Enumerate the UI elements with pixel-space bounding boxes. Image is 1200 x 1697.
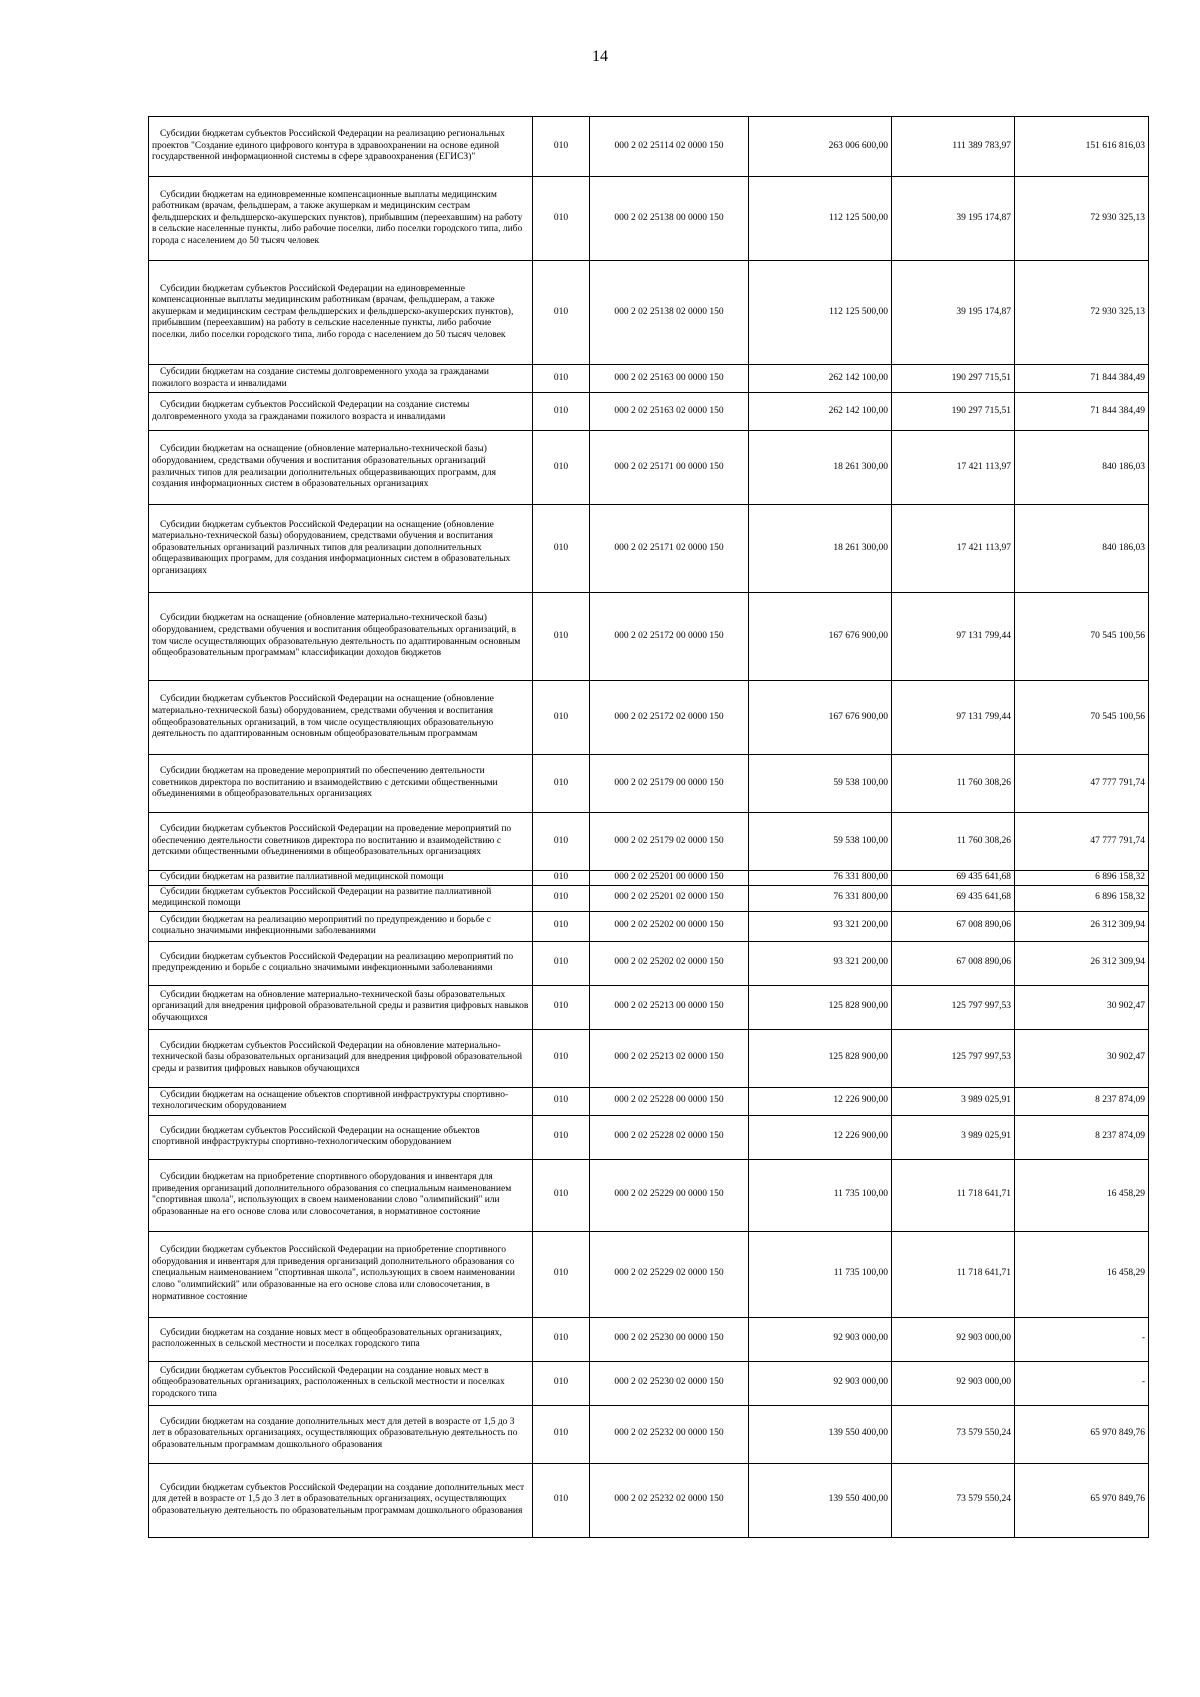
row-approved: 125 828 900,00 xyxy=(749,1029,892,1087)
row-name: Субсидии бюджетам на обновление материально-технической базы образовательных организаций для внедрения цифровой образовательной среды и развития цифровых навыков обучающихся xyxy=(149,985,533,1029)
row-name: Субсидии бюджетам субъектов Российской Федерации на создание дополнительных мест для детей в возрасте от 1,5 до 3 лет в образовательных организациях, осуществляющих образовательную деятельность по образовательным программам дошкольного образования xyxy=(149,1463,533,1537)
row-approved: 11 735 100,00 xyxy=(749,1231,892,1317)
row-unexecuted: 30 902,47 xyxy=(1015,985,1149,1029)
row-approved: 18 261 300,00 xyxy=(749,505,892,593)
row-code: 010 xyxy=(533,1405,590,1463)
row-name: Субсидии бюджетам субъектов Российской Федерации на приобретение спортивного оборудования и инвентаря для приведения организаций дополнительного образования со специальным наименованием "спортивная школа", использующих в своем наименовании слово "олимпийский" или образованные на его основе слова или словосочетания, в нормативное состояние xyxy=(149,1231,533,1317)
row-code: 010 xyxy=(533,393,590,431)
table-row xyxy=(149,941,1149,985)
row-name: Субсидии бюджетам на создание системы долговременного ухода за гражданами пожилого возраста и инвалидами xyxy=(149,365,533,393)
row-executed: 69 435 641,68 xyxy=(892,885,1015,911)
row-kbk: 000 2 02 25201 02 0000 150 xyxy=(590,885,749,911)
row-kbk: 000 2 02 25179 02 0000 150 xyxy=(590,813,749,871)
table-row xyxy=(149,177,1149,261)
row-name: Субсидии бюджетам субъектов Российской Федерации на оснащение (обновление материально-технической базы) оборудованием, средствами обучения и воспитания образовательных организаций различных типов для реализации дополнительных общеразвивающих программ, для создания информационных систем в образовательных организациях xyxy=(149,505,533,593)
row-unexecuted: 70 545 100,56 xyxy=(1015,681,1149,755)
row-approved: 11 735 100,00 xyxy=(749,1159,892,1231)
row-kbk: 000 2 02 25228 00 0000 150 xyxy=(590,1087,749,1115)
row-kbk: 000 2 02 25213 02 0000 150 xyxy=(590,1029,749,1087)
row-unexecuted: 151 616 816,03 xyxy=(1015,117,1149,177)
table-row xyxy=(149,365,1149,393)
row-executed: 39 195 174,87 xyxy=(892,177,1015,261)
table-row xyxy=(149,1361,1149,1405)
table-row xyxy=(149,1231,1149,1317)
table-body xyxy=(149,117,1149,1538)
row-unexecuted: 26 312 309,94 xyxy=(1015,911,1149,941)
row-executed: 39 195 174,87 xyxy=(892,261,1015,365)
table-row xyxy=(149,117,1149,177)
page-number: 14 xyxy=(592,48,608,65)
table-row xyxy=(149,1317,1149,1361)
row-name: Субсидии бюджетам субъектов Российской Федерации на обновление материально-технической базы образовательных организаций для внедрения цифровой образовательной среды и развития цифровых навыков обучающихся xyxy=(149,1029,533,1087)
row-kbk: 000 2 02 25202 02 0000 150 xyxy=(590,941,749,985)
row-kbk: 000 2 02 25171 02 0000 150 xyxy=(590,505,749,593)
row-unexecuted: 26 312 309,94 xyxy=(1015,941,1149,985)
table-row xyxy=(149,393,1149,431)
row-code: 010 xyxy=(533,813,590,871)
row-kbk: 000 2 02 25171 00 0000 150 xyxy=(590,431,749,505)
table-row xyxy=(149,911,1149,941)
table-row xyxy=(149,1087,1149,1115)
row-unexecuted: 47 777 791,74 xyxy=(1015,755,1149,813)
row-executed: 3 989 025,91 xyxy=(892,1115,1015,1159)
row-approved: 93 321 200,00 xyxy=(749,911,892,941)
row-name: Субсидии бюджетам на реализацию мероприятий по предупреждению и борьбе с социально значимыми инфекционными заболеваниями xyxy=(149,911,533,941)
row-approved: 262 142 100,00 xyxy=(749,365,892,393)
row-kbk: 000 2 02 25229 00 0000 150 xyxy=(590,1159,749,1231)
table-row xyxy=(149,431,1149,505)
row-code: 010 xyxy=(533,911,590,941)
row-executed: 125 797 997,53 xyxy=(892,985,1015,1029)
row-executed: 92 903 000,00 xyxy=(892,1317,1015,1361)
row-unexecuted: 65 970 849,76 xyxy=(1015,1463,1149,1537)
row-unexecuted: 70 545 100,56 xyxy=(1015,593,1149,681)
row-name: Субсидии бюджетам субъектов Российской Федерации на реализацию региональных проектов "Создание единого цифрового контура в здравоохранении на основе единой государственной информационной системы в сфере здравоохранения (ЕГИСЗ)" xyxy=(149,117,533,177)
row-kbk: 000 2 02 25228 02 0000 150 xyxy=(590,1115,749,1159)
row-executed: 17 421 113,97 xyxy=(892,431,1015,505)
row-code: 010 xyxy=(533,755,590,813)
table-row xyxy=(149,985,1149,1029)
table-row xyxy=(149,505,1149,593)
row-code: 010 xyxy=(533,941,590,985)
row-unexecuted: 65 970 849,76 xyxy=(1015,1405,1149,1463)
row-name: Субсидии бюджетам субъектов Российской Федерации на оснащение объектов спортивной инфраструктуры спортивно-технологическим оборудованием xyxy=(149,1115,533,1159)
row-executed: 11 718 641,71 xyxy=(892,1159,1015,1231)
row-executed: 97 131 799,44 xyxy=(892,593,1015,681)
row-unexecuted: 71 844 384,49 xyxy=(1015,393,1149,431)
row-kbk: 000 2 02 25138 02 0000 150 xyxy=(590,261,749,365)
row-executed: 17 421 113,97 xyxy=(892,505,1015,593)
row-kbk: 000 2 02 25163 02 0000 150 xyxy=(590,393,749,431)
row-name: Субсидии бюджетам субъектов Российской Федерации на оснащение (обновление материально-технической базы) оборудованием, средствами обучения и воспитания общеобразовательных организаций, в том числе осуществляющих образовательную деятельность по адаптированным основным общеобразовательным программам xyxy=(149,681,533,755)
table-row xyxy=(149,813,1149,871)
budget-table xyxy=(148,116,1149,1538)
row-unexecuted: 6 896 158,32 xyxy=(1015,885,1149,911)
row-code: 010 xyxy=(533,1159,590,1231)
row-executed: 11 718 641,71 xyxy=(892,1231,1015,1317)
row-code: 010 xyxy=(533,885,590,911)
row-name: Субсидии бюджетам на проведение мероприятий по обеспечению деятельности советников директора по воспитанию и взаимодействию с детскими общественными объединениями в общеобразовательных организациях xyxy=(149,755,533,813)
row-name: Субсидии бюджетам субъектов Российской Федерации на создание новых мест в общеобразовательных организациях, расположенных в сельской местности и поселках городского типа xyxy=(149,1361,533,1405)
row-executed: 111 389 783,97 xyxy=(892,117,1015,177)
row-approved: 76 331 800,00 xyxy=(749,871,892,886)
row-name: Субсидии бюджетам субъектов Российской Федерации на реализацию мероприятий по предупреждению и борьбе с социально значимыми инфекционными заболеваниями xyxy=(149,941,533,985)
row-unexecuted: 71 844 384,49 xyxy=(1015,365,1149,393)
row-approved: 139 550 400,00 xyxy=(749,1463,892,1537)
row-kbk: 000 2 02 25114 02 0000 150 xyxy=(590,117,749,177)
row-code: 010 xyxy=(533,117,590,177)
table-row xyxy=(149,885,1149,911)
row-name: Субсидии бюджетам на оснащение объектов спортивной инфраструктуры спортивно-технологическим оборудованием xyxy=(149,1087,533,1115)
row-approved: 18 261 300,00 xyxy=(749,431,892,505)
row-kbk: 000 2 02 25163 00 0000 150 xyxy=(590,365,749,393)
row-kbk: 000 2 02 25232 02 0000 150 xyxy=(590,1463,749,1537)
row-approved: 12 226 900,00 xyxy=(749,1087,892,1115)
row-executed: 190 297 715,51 xyxy=(892,365,1015,393)
row-approved: 167 676 900,00 xyxy=(749,681,892,755)
row-code: 010 xyxy=(533,681,590,755)
row-code: 010 xyxy=(533,1087,590,1115)
row-approved: 92 903 000,00 xyxy=(749,1361,892,1405)
row-name: Субсидии бюджетам на развитие паллиативной медицинской помощи xyxy=(149,871,533,886)
row-unexecuted: 16 458,29 xyxy=(1015,1159,1149,1231)
row-code: 010 xyxy=(533,505,590,593)
row-kbk: 000 2 02 25172 02 0000 150 xyxy=(590,681,749,755)
row-kbk: 000 2 02 25230 02 0000 150 xyxy=(590,1361,749,1405)
row-unexecuted: 8 237 874,09 xyxy=(1015,1087,1149,1115)
table-row xyxy=(149,593,1149,681)
row-executed: 73 579 550,24 xyxy=(892,1405,1015,1463)
row-executed: 97 131 799,44 xyxy=(892,681,1015,755)
row-executed: 125 797 997,53 xyxy=(892,1029,1015,1087)
row-kbk: 000 2 02 25230 00 0000 150 xyxy=(590,1317,749,1361)
row-executed: 92 903 000,00 xyxy=(892,1361,1015,1405)
row-name: Субсидии бюджетам субъектов Российской Федерации на развитие паллиативной медицинской помощи xyxy=(149,885,533,911)
row-kbk: 000 2 02 25179 00 0000 150 xyxy=(590,755,749,813)
row-name: Субсидии бюджетам на оснащение (обновление материально-технической базы) оборудованием, средствами обучения и воспитания общеобразовательных организаций, в том числе осуществляющих образовательную деятельность по адаптированным основным общеобразовательным программам" классификации доходов бюджетов xyxy=(149,593,533,681)
row-code: 010 xyxy=(533,431,590,505)
row-unexecuted: - xyxy=(1015,1361,1149,1405)
row-executed: 190 297 715,51 xyxy=(892,393,1015,431)
row-approved: 93 321 200,00 xyxy=(749,941,892,985)
row-executed: 73 579 550,24 xyxy=(892,1463,1015,1537)
row-unexecuted: 30 902,47 xyxy=(1015,1029,1149,1087)
row-approved: 262 142 100,00 xyxy=(749,393,892,431)
table-row xyxy=(149,755,1149,813)
row-approved: 112 125 500,00 xyxy=(749,261,892,365)
row-code: 010 xyxy=(533,1231,590,1317)
row-approved: 59 538 100,00 xyxy=(749,813,892,871)
row-code: 010 xyxy=(533,985,590,1029)
row-code: 010 xyxy=(533,871,590,886)
row-unexecuted: 72 930 325,13 xyxy=(1015,261,1149,365)
row-unexecuted: 16 458,29 xyxy=(1015,1231,1149,1317)
row-code: 010 xyxy=(533,365,590,393)
row-unexecuted: 840 186,03 xyxy=(1015,505,1149,593)
row-code: 010 xyxy=(533,1317,590,1361)
row-code: 010 xyxy=(533,1361,590,1405)
row-approved: 59 538 100,00 xyxy=(749,755,892,813)
row-name: Субсидии бюджетам на создание дополнительных мест для детей в возрасте от 1,5 до 3 лет в образовательных организациях, осуществляющих образовательную деятельность по образовательным программам дошкольного образования xyxy=(149,1405,533,1463)
row-unexecuted: 6 896 158,32 xyxy=(1015,871,1149,886)
row-code: 010 xyxy=(533,1463,590,1537)
table-row xyxy=(149,681,1149,755)
table-row xyxy=(149,1029,1149,1087)
row-unexecuted: 840 186,03 xyxy=(1015,431,1149,505)
row-approved: 92 903 000,00 xyxy=(749,1317,892,1361)
row-approved: 167 676 900,00 xyxy=(749,593,892,681)
table-row xyxy=(149,1405,1149,1463)
row-unexecuted: - xyxy=(1015,1317,1149,1361)
row-code: 010 xyxy=(533,1029,590,1087)
row-executed: 67 008 890,06 xyxy=(892,941,1015,985)
row-name: Субсидии бюджетам на единовременные компенсационные выплаты медицинским работникам (врачам, фельдшерам, а также акушеркам и медицинским сестрам фельдшерских и фельдшерско-акушерских пунктов), прибывшим (переехавшим) на работу в сельские населенные пункты, либо рабочие поселки, либо поселки городского типа, либо города с населением до 50 тысяч человек xyxy=(149,177,533,261)
row-kbk: 000 2 02 25232 00 0000 150 xyxy=(590,1405,749,1463)
row-kbk: 000 2 02 25229 02 0000 150 xyxy=(590,1231,749,1317)
row-kbk: 000 2 02 25202 00 0000 150 xyxy=(590,911,749,941)
row-name: Субсидии бюджетам субъектов Российской Федерации на создание системы долговременного ухода за гражданами пожилого возраста и инвалидами xyxy=(149,393,533,431)
row-code: 010 xyxy=(533,177,590,261)
row-approved: 139 550 400,00 xyxy=(749,1405,892,1463)
row-name: Субсидии бюджетам на создание новых мест в общеобразовательных организациях, расположенных в сельской местности и поселках городского типа xyxy=(149,1317,533,1361)
row-executed: 69 435 641,68 xyxy=(892,871,1015,886)
table-row xyxy=(149,261,1149,365)
row-approved: 12 226 900,00 xyxy=(749,1115,892,1159)
row-executed: 67 008 890,06 xyxy=(892,911,1015,941)
row-approved: 112 125 500,00 xyxy=(749,177,892,261)
row-executed: 11 760 308,26 xyxy=(892,755,1015,813)
row-name: Субсидии бюджетам на приобретение спортивного оборудования и инвентаря для приведения организаций дополнительного образования со специальным наименованием "спортивная школа", использующих в своем наименовании слово "олимпийский" или образованные на его основе слова или словосочетания, в нормативное состояние xyxy=(149,1159,533,1231)
row-kbk: 000 2 02 25172 00 0000 150 xyxy=(590,593,749,681)
row-approved: 125 828 900,00 xyxy=(749,985,892,1029)
row-code: 010 xyxy=(533,261,590,365)
table-row xyxy=(149,1115,1149,1159)
row-name: Субсидии бюджетам на оснащение (обновление материально-технической базы) оборудованием, средствами обучения и воспитания образовательных организаций различных типов для реализации дополнительных общеразвивающих программ, для создания информационных систем в образовательных организациях xyxy=(149,431,533,505)
row-approved: 76 331 800,00 xyxy=(749,885,892,911)
row-code: 010 xyxy=(533,593,590,681)
row-unexecuted: 8 237 874,09 xyxy=(1015,1115,1149,1159)
row-approved: 263 006 600,00 xyxy=(749,117,892,177)
row-executed: 11 760 308,26 xyxy=(892,813,1015,871)
row-unexecuted: 47 777 791,74 xyxy=(1015,813,1149,871)
table-row xyxy=(149,1463,1149,1537)
table-row xyxy=(149,871,1149,886)
row-name: Субсидии бюджетам субъектов Российской Федерации на единовременные компенсационные выплаты медицинским работникам (врачам, фельдшерам, а также акушеркам и медицинским сестрам фельдшерских и фельдшерско-акушерских пунктов), прибывшим (переехавшим) на работу в сельские населенные пункты, либо рабочие поселки, либо поселки городского типа, либо города с населением до 50 тысяч человек xyxy=(149,261,533,365)
row-kbk: 000 2 02 25201 00 0000 150 xyxy=(590,871,749,886)
row-name: Субсидии бюджетам субъектов Российской Федерации на проведение мероприятий по обеспечению деятельности советников директора по воспитанию и взаимодействию с детскими общественными объединениями в общеобразовательных организациях xyxy=(149,813,533,871)
row-code: 010 xyxy=(533,1115,590,1159)
row-kbk: 000 2 02 25213 00 0000 150 xyxy=(590,985,749,1029)
row-executed: 3 989 025,91 xyxy=(892,1087,1015,1115)
row-unexecuted: 72 930 325,13 xyxy=(1015,177,1149,261)
row-kbk: 000 2 02 25138 00 0000 150 xyxy=(590,177,749,261)
table-row xyxy=(149,1159,1149,1231)
